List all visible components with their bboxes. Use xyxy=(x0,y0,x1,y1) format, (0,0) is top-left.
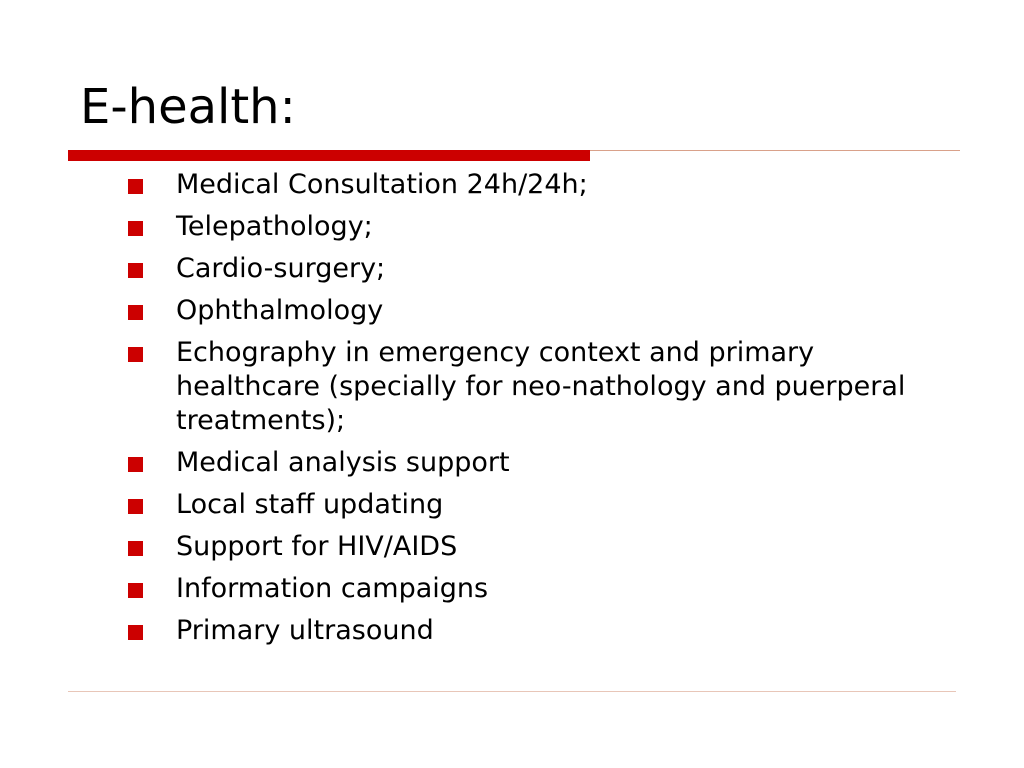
bullet-text: Medical Consultation 24h/24h; xyxy=(176,169,588,200)
bullet-text: Support for HIV/AIDS xyxy=(176,531,458,562)
bullet-item xyxy=(128,168,928,202)
bullet-text: Echography in emergency context and primary healthcare (specially for neo-nathology and puerperal treatments); xyxy=(176,337,906,436)
title-underline-bar xyxy=(68,150,590,161)
bullet-text: Information campaigns xyxy=(176,573,489,604)
bullet-text: Local staff updating xyxy=(176,489,444,520)
slide-title: E-health: xyxy=(80,79,296,135)
bullet-item xyxy=(128,294,928,328)
bullet-item xyxy=(128,572,928,606)
square-bullet-icon xyxy=(128,263,143,278)
bullet-text: Medical analysis support xyxy=(176,447,510,478)
square-bullet-icon xyxy=(128,625,143,640)
square-bullet-icon xyxy=(128,305,143,320)
square-bullet-icon xyxy=(128,499,143,514)
square-bullet-icon xyxy=(128,583,143,598)
bullet-item xyxy=(128,488,928,522)
bullet-text: Primary ultrasound xyxy=(176,615,434,646)
bullet-item xyxy=(128,530,928,564)
bullet-text: Cardio-surgery; xyxy=(176,253,386,284)
bullet-item xyxy=(128,252,928,286)
bullet-item xyxy=(128,336,928,438)
bullet-item xyxy=(128,210,928,244)
bullet-item xyxy=(128,614,928,648)
bullet-text: Ophthalmology xyxy=(176,295,384,326)
bullet-item xyxy=(128,446,928,480)
square-bullet-icon xyxy=(128,457,143,472)
square-bullet-icon xyxy=(128,221,143,236)
square-bullet-icon xyxy=(128,541,143,556)
bullet-text: Telepathology; xyxy=(176,211,373,242)
footer-divider-line xyxy=(68,691,956,692)
bullet-list xyxy=(128,168,928,656)
title-divider-line xyxy=(590,150,960,151)
square-bullet-icon xyxy=(128,179,143,194)
square-bullet-icon xyxy=(128,347,143,362)
